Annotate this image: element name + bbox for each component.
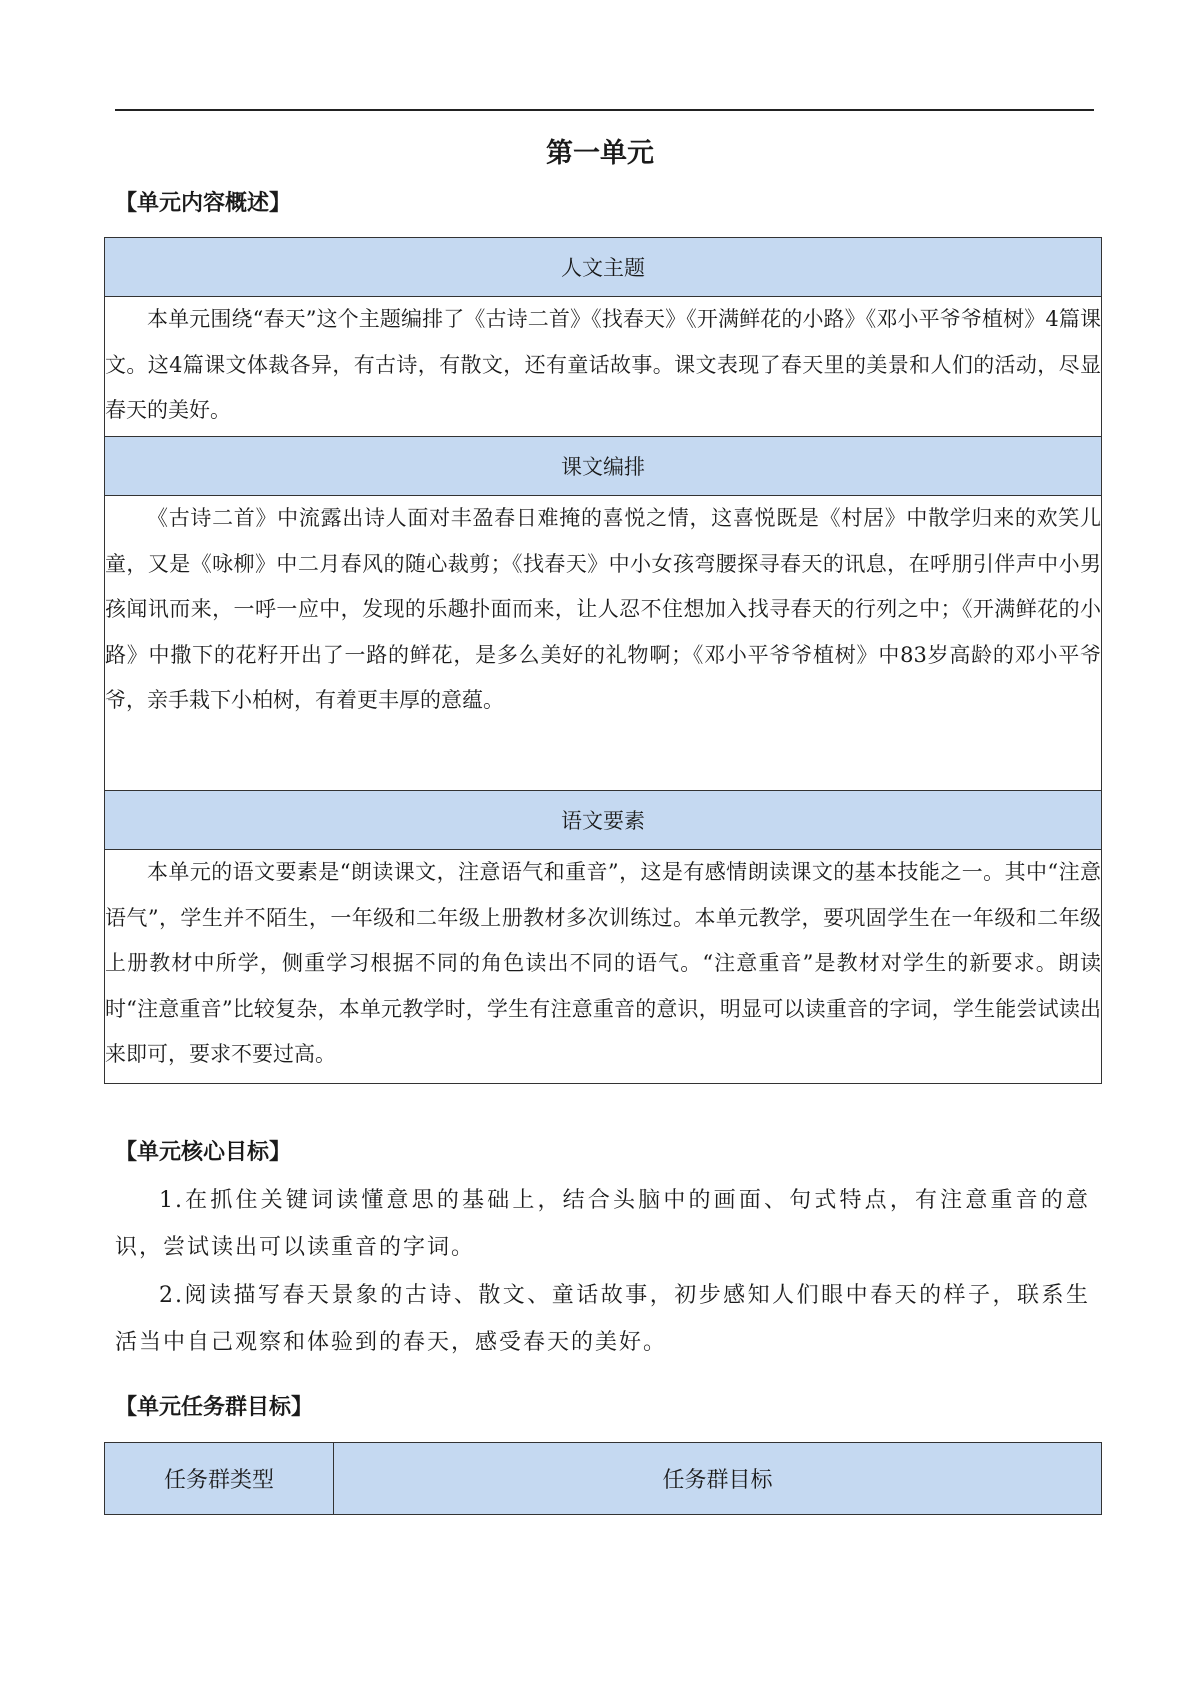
task-goal-column-header: 任务群目标 <box>334 1443 1102 1515</box>
table-row <box>105 238 1102 297</box>
core-goal-item: 2.阅读描写春天景象的古诗、散文、童话故事，初步感知人们眼中春天的样子，联系生活当中自己观察和体验到的春天，感受春天的美好。 <box>115 1283 1090 1355</box>
core-goal-item: 1.在抓住关键词读懂意思的基础上，结合头脑中的画面、句式特点，有注意重音的意识，尝试读出可以读重音的字词。 <box>115 1188 1090 1260</box>
overview-heading: 【单元内容概述】 <box>115 191 292 216</box>
theme-body: 本单元围绕“春天”这个主题编排了《古诗二首》《找春天》《开满鲜花的小路》《邓小平爷爷植树》4篇课文。这4篇课文体裁各异，有古诗，有散文，还有童话故事。课文表现了春天里的美景和人们的活动，尽显春天的美好。 <box>105 297 1102 437</box>
table-row <box>105 850 1102 1084</box>
overview-table <box>104 237 1102 1084</box>
task-goals-heading: 【单元任务群目标】 <box>115 1395 314 1420</box>
elements-header: 语文要素 <box>105 791 1102 850</box>
arrangement-body: 《古诗二首》中流露出诗人面对丰盈春日难掩的喜悦之情，这喜悦既是《村居》中散学归来的欢笑儿童，又是《咏柳》中二月春风的随心裁剪；《找春天》中小女孩弯腰探寻春天的讯息，在呼朋引伴声中小男孩闻讯而来，一呼一应中，发现的乐趣扑面而来，让人忍不住想加入找寻春天的行列之中；《开满鲜花的小路》中撒下的花籽开出了一路的鲜花，是多么美好的礼物啊；《邓小平爷爷植树》中83岁高龄的邓小平爷爷，亲手栽下小柏树，有着更丰厚的意蕴。 <box>105 496 1102 791</box>
task-goals-table <box>104 1442 1102 1515</box>
header-rule <box>115 109 1094 111</box>
arrangement-header: 课文编排 <box>105 437 1102 496</box>
elements-body: 本单元的语文要素是“朗读课文，注意语气和重音”，这是有感情朗读课文的基本技能之一。其中“注意语气”，学生并不陌生，一年级和二年级上册教材多次训练过。本单元教学，要巩固学生在一年级和二年级上册教材中所学，侧重学习根据不同的角色读出不同的语气。“注意重音”是教材对学生的新要求。朗读时“注意重音”比较复杂，本单元教学时，学生有注意重音的意识，明显可以读重音的字词，学生能尝试读出来即可，要求不要过高。 <box>105 850 1102 1084</box>
table-row <box>105 437 1102 496</box>
table-row <box>105 791 1102 850</box>
page-title: 第一单元 <box>546 138 654 169</box>
table-row <box>105 297 1102 437</box>
theme-header: 人文主题 <box>105 238 1102 297</box>
core-goals-heading: 【单元核心目标】 <box>115 1140 292 1165</box>
task-type-column-header: 任务群类型 <box>105 1443 334 1515</box>
table-row <box>105 1443 1102 1515</box>
table-row <box>105 496 1102 791</box>
